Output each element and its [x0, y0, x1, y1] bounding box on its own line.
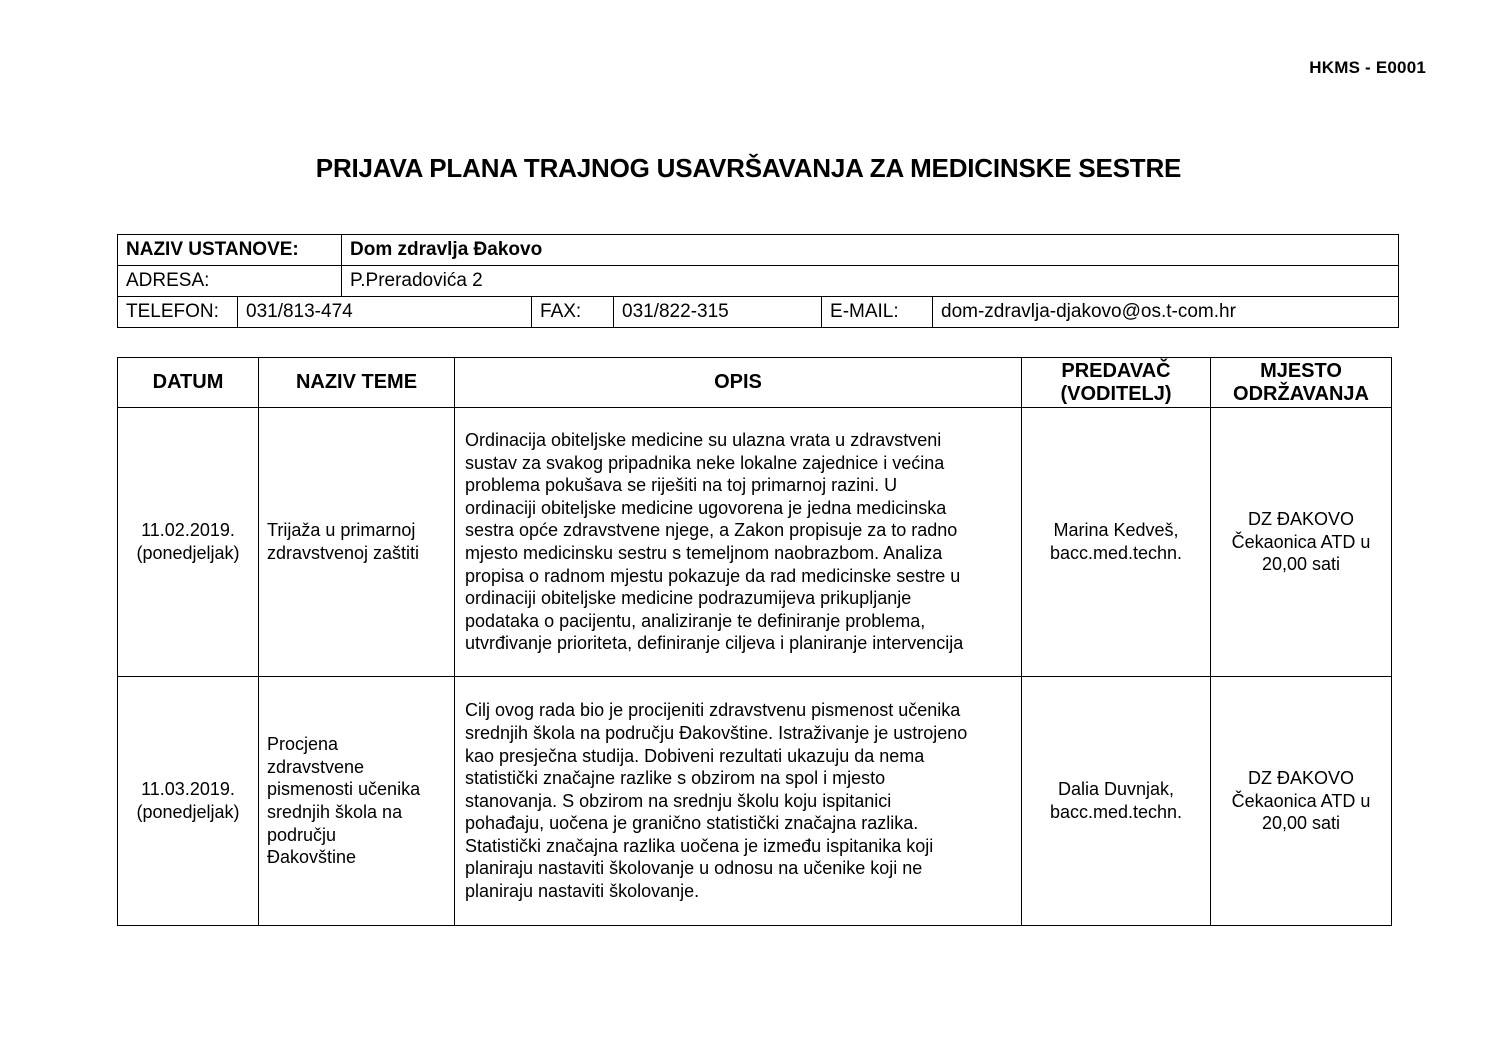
table-row [118, 408, 1392, 677]
institution-contact-row [118, 297, 1399, 328]
phone-label: TELEFON: [118, 297, 238, 328]
row-description: Ordinacija obiteljske medicine su ulazna vrata u zdravstveni sustav za svakog pripadnika neke lokalne zajednice i većina problema pokušava se riješiti na toj primarnoj razini. U ordinaciji obiteljske medicine ugovorena je jedna medicinska sestra opće zdravstvene njege, a Zakon propisuje za to radno mjesto medicinsku sestru s temeljnom naobrazbom. Analiza propisa o radnom mjestu pokazuje da rad medicinske sestre u ordinaciji obiteljske medicine podrazumijeva prikupljanje podataka o pacijentu, analiziranje te definiranje problema, utvrđivanje prioriteta, definiranje ciljeva i planiranje intervencija [455, 408, 1022, 677]
phone-value: 031/813-474 [238, 297, 532, 328]
row-topic: Procjena zdravstvene pismenosti učenika srednjih škola na području Đakovštine [259, 677, 455, 926]
institution-name-label: NAZIV USTANOVE: [118, 235, 342, 266]
email-label: E-MAIL: [822, 297, 933, 328]
institution-name: Dom zdravlja Đakovo [342, 235, 1399, 266]
row-topic: Trijaža u primarnoj zdravstvenoj zaštiti [259, 408, 455, 677]
row-description: Cilj ovog rada bio je procijeniti zdravstvenu pismenost učenika srednjih škola na području Đakovštine. Istraživanje je ustrojeno kao presječna studija. Dobiveni rezultati ukazuju da nema statistički značajne razlike s obzirom na spol i mjesto stanovanja. S obzirom na srednju školu koju ispitanici pohađaju, uočena je granično statistički značajna razlika. Statistički značajna razlika uočena je između ispitanika koji planiraju nastaviti školovanje u odnosu na učenike koji ne planiraju nastaviti školovanje. [455, 677, 1022, 926]
page-title: PRIJAVA PLANA TRAJNOG USAVRŠAVANJA ZA MEDICINSKE SESTRE [315, 153, 1182, 183]
email-value: dom-zdravlja-djakovo@os.t-com.hr [933, 297, 1399, 328]
schedule-header-row [118, 358, 1392, 408]
row-lecturer: Marina Kedveš, bacc.med.techn. [1022, 408, 1211, 677]
header-lecturer: PREDAVAČ (VODITELJ) [1022, 358, 1211, 408]
fax-label: FAX: [532, 297, 614, 328]
institution-address-row [118, 266, 1399, 297]
header-date: DATUM [118, 358, 259, 408]
institution-table [117, 234, 1399, 328]
row-date: 11.03.2019. (ponedjeljak) [118, 677, 259, 926]
fax-value: 031/822-315 [614, 297, 822, 328]
header-topic: NAZIV TEME [259, 358, 455, 408]
institution-name-row [118, 235, 1399, 266]
header-location: MJESTO ODRŽAVANJA [1211, 358, 1392, 408]
address-label: ADRESA: [118, 266, 342, 297]
header-description: OPIS [455, 358, 1022, 408]
row-lecturer: Dalia Duvnjak, bacc.med.techn. [1022, 677, 1211, 926]
address-value: P.Preradovića 2 [342, 266, 1399, 297]
row-location: DZ ĐAKOVO Čekaonica ATD u 20,00 sati [1211, 408, 1392, 677]
document-code: HKMS - E0001 [1309, 58, 1426, 77]
table-row [118, 677, 1392, 926]
schedule-table [117, 357, 1392, 926]
row-date: 11.02.2019. (ponedjeljak) [118, 408, 259, 677]
row-location: DZ ĐAKOVO Čekaonica ATD u 20,00 sati [1211, 677, 1392, 926]
